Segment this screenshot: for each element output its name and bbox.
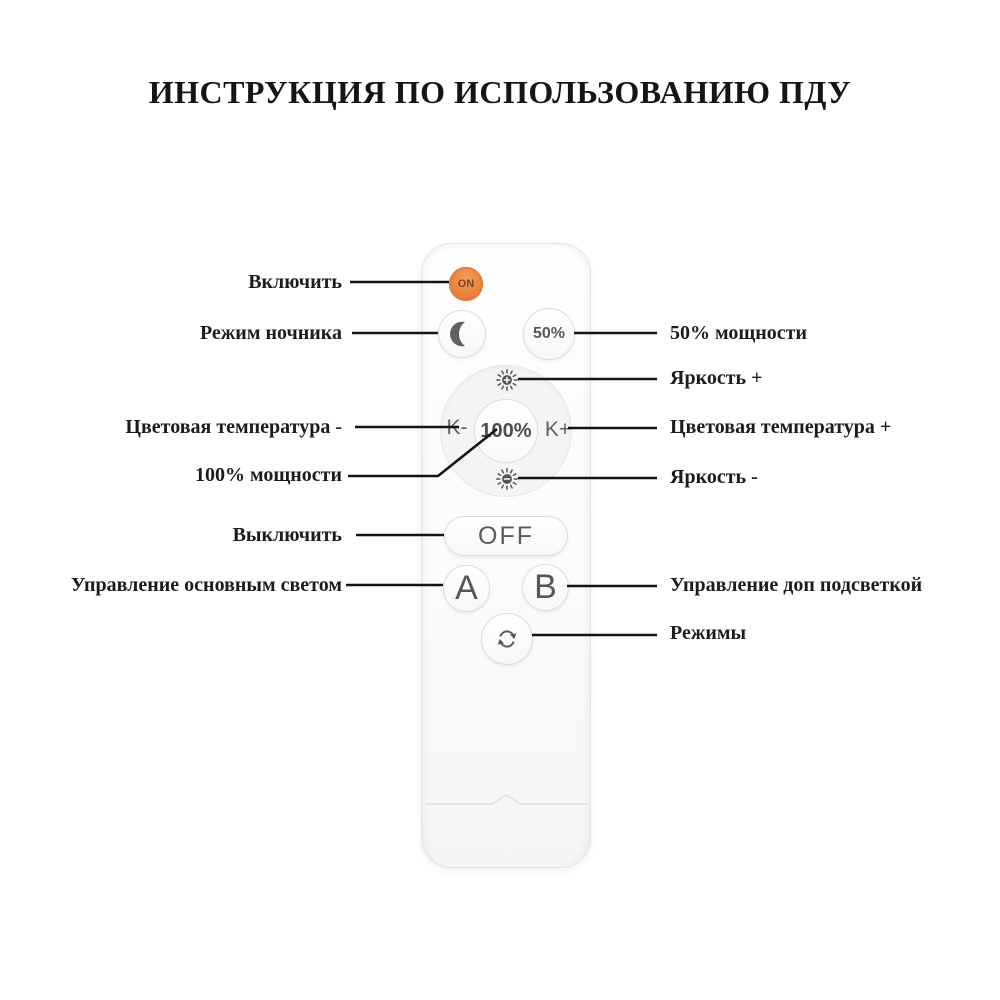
- off-button[interactable]: [444, 516, 568, 556]
- power-50-button[interactable]: [523, 308, 575, 360]
- channel-a-button[interactable]: [443, 565, 490, 612]
- page-title: ИНСТРУКЦИЯ ПО ИСПОЛЬЗОВАНИЮ ПДУ: [148, 74, 852, 110]
- label-brightness-plus: Яркость +: [670, 367, 763, 389]
- remote-control: [421, 243, 591, 868]
- moon-icon: [447, 319, 477, 349]
- label-50-power: 50% мощности: [670, 322, 807, 344]
- cycle-arrows-icon: [492, 624, 522, 654]
- color-temp-minus-button[interactable]: K-: [446, 416, 468, 439]
- on-button[interactable]: [449, 267, 483, 301]
- label-100-power: 100% мощности: [195, 464, 342, 486]
- channel-a-label: A: [455, 569, 478, 607]
- power-100-button[interactable]: [474, 399, 538, 463]
- channel-b-label: B: [534, 568, 557, 606]
- off-button-label: OFF: [478, 521, 534, 550]
- sun-plus-icon brightness-up-button[interactable]: [494, 367, 520, 393]
- label-main-light-control: Управление основным светом: [70, 574, 342, 596]
- channel-b-button[interactable]: [522, 564, 569, 611]
- label-power-off: Выключить: [232, 524, 342, 546]
- label-night-mode: Режим ночника: [199, 322, 342, 344]
- on-button-label: ON: [457, 278, 475, 290]
- label-power-on: Включить: [248, 271, 342, 293]
- label-brightness-minus: Яркость -: [670, 466, 758, 488]
- label-modes: Режимы: [670, 622, 747, 644]
- label-aux-light-control: Управление доп подсветкой: [670, 574, 923, 596]
- power-50-label: 50%: [532, 325, 566, 342]
- night-mode-button[interactable]: [438, 310, 486, 358]
- label-color-temp-plus: Цветовая температура +: [670, 416, 892, 438]
- label-color-temp-minus: Цветовая температура -: [125, 416, 342, 438]
- power-100-label: 100%: [480, 419, 532, 442]
- modes-button[interactable]: [481, 613, 533, 665]
- color-temp-plus-button[interactable]: K+: [544, 418, 572, 441]
- sun-minus-icon brightness-down-button[interactable]: [494, 466, 520, 492]
